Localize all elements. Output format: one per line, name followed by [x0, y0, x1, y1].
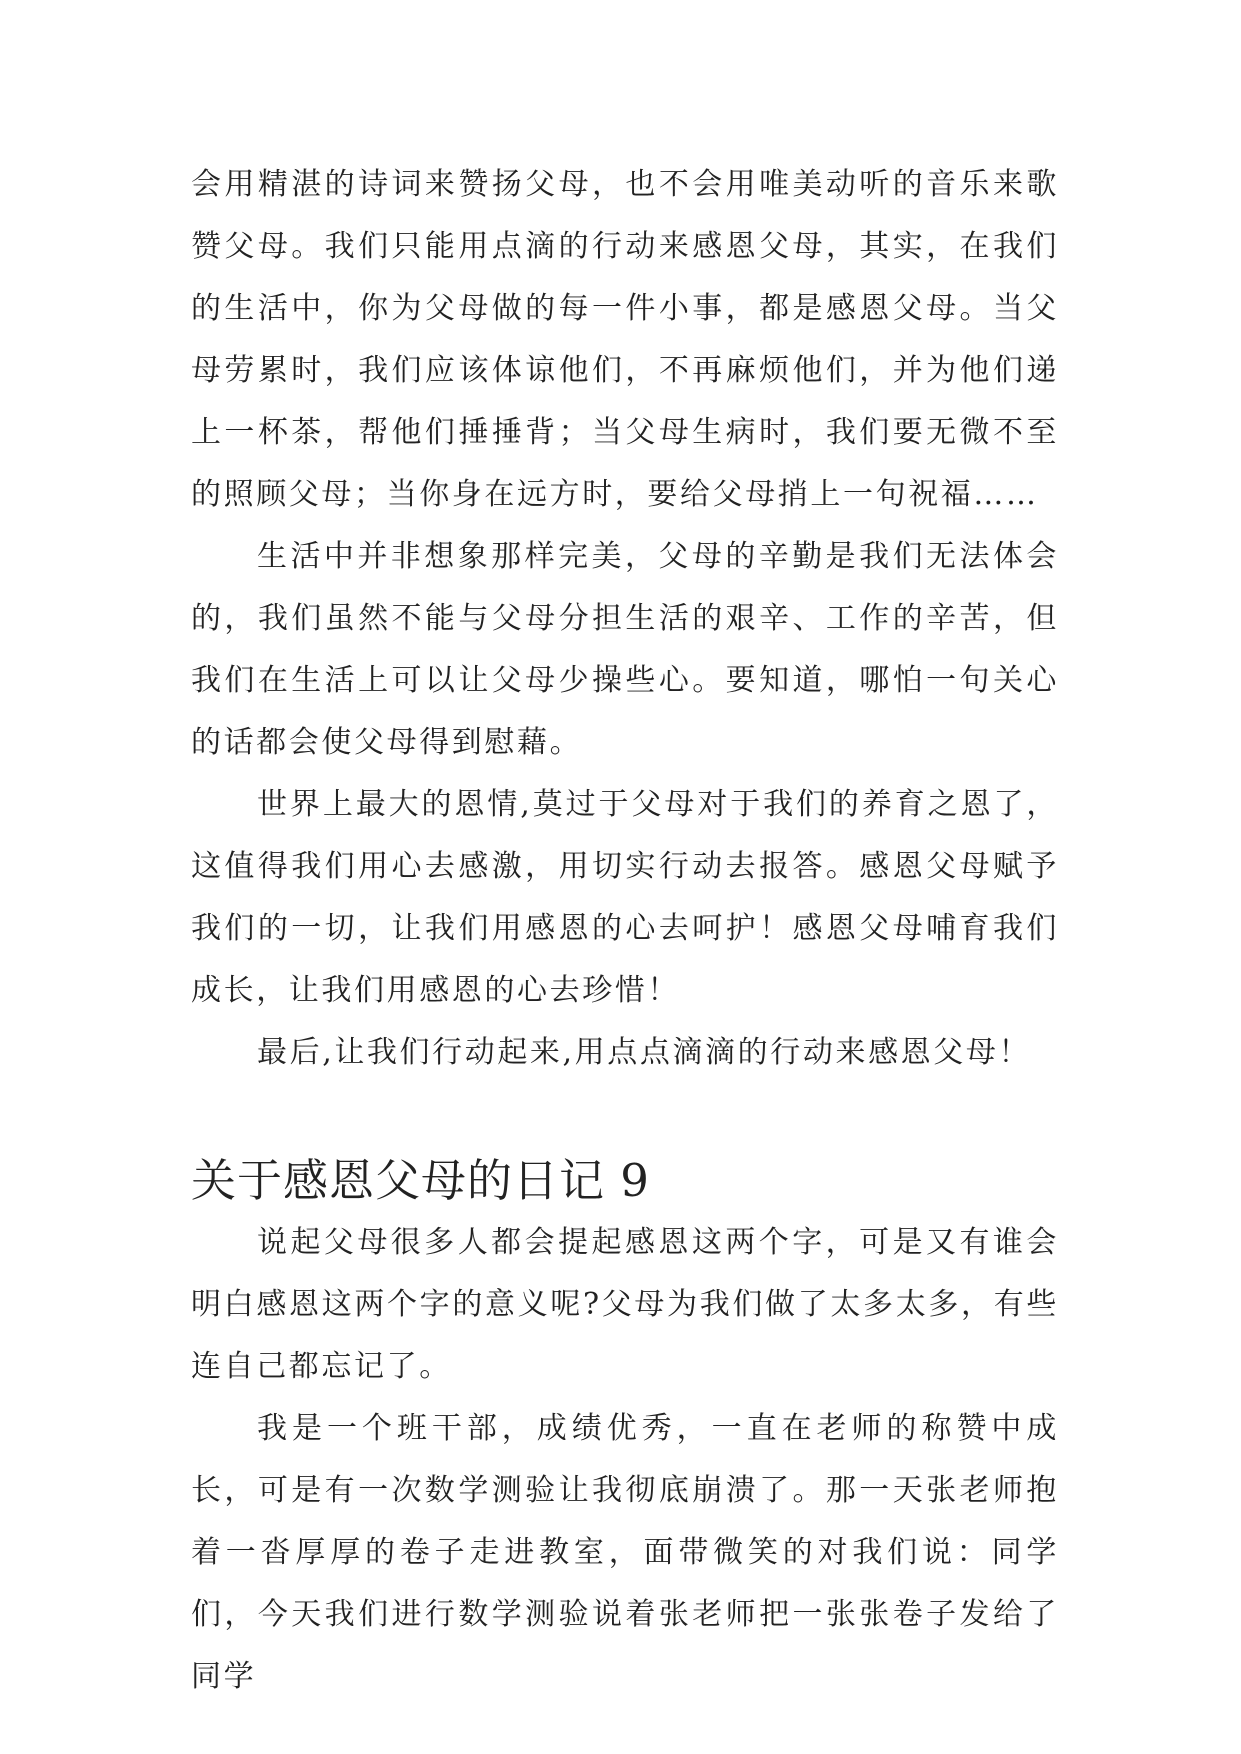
paragraph: 说起父母很多人都会提起感恩这两个字，可是又有谁会明白感恩这两个字的意义呢?父母为我们做了太多太多，有些连自己都忘记了。	[191, 1225, 1059, 1384]
paragraph: 生活中并非想象那样完美，父母的辛勤是我们无法体会的，我们虽然不能与父母分担生活的艰辛、工作的辛苦，但我们在生活上可以让父母少操些心。要知道，哪怕一句关心的话都会使父母得到慰藉。	[191, 539, 1059, 760]
continued-paragraph: 会用精湛的诗词来赞扬父母，也不会用唯美动听的音乐来歌赞父母。我们只能用点滴的行动来感恩父母，其实，在我们的生活中，你为父母做的每一件小事，都是感恩父母。当父母劳累时，我们应该体谅他们，不再麻烦他们，并为他们递上一杯茶，帮他们捶捶背；当父母生病时，我们要无微不至的照顾父母；当你身在远方时，要给父母捎上一句祝福……	[191, 167, 1059, 512]
paragraph: 我是一个班干部，成绩优秀，一直在老师的称赞中成长，可是有一次数学测验让我彻底崩溃了。那一天张老师抱着一沓厚厚的卷子走进教室，面带微笑的对我们说：同学们，今天我们进行数学测验说着张老师把一张张卷子发给了同学	[191, 1411, 1059, 1694]
paragraph: 世界上最大的恩情,莫过于父母对于我们的养育之恩了，这值得我们用心去感激，用切实行动去报答。感恩父母赋予我们的一切，让我们用感恩的心去呵护！感恩父母哺育我们成长，让我们用感恩的心去珍惜！	[191, 787, 1059, 1008]
article-lower-section	[191, 1150, 1059, 1708]
article-upper-section	[191, 154, 1059, 1084]
paragraph: 最后,让我们行动起来,用点点滴滴的行动来感恩父母！	[257, 1035, 1032, 1070]
section-heading: 关于感恩父母的日记 9	[191, 1154, 650, 1207]
